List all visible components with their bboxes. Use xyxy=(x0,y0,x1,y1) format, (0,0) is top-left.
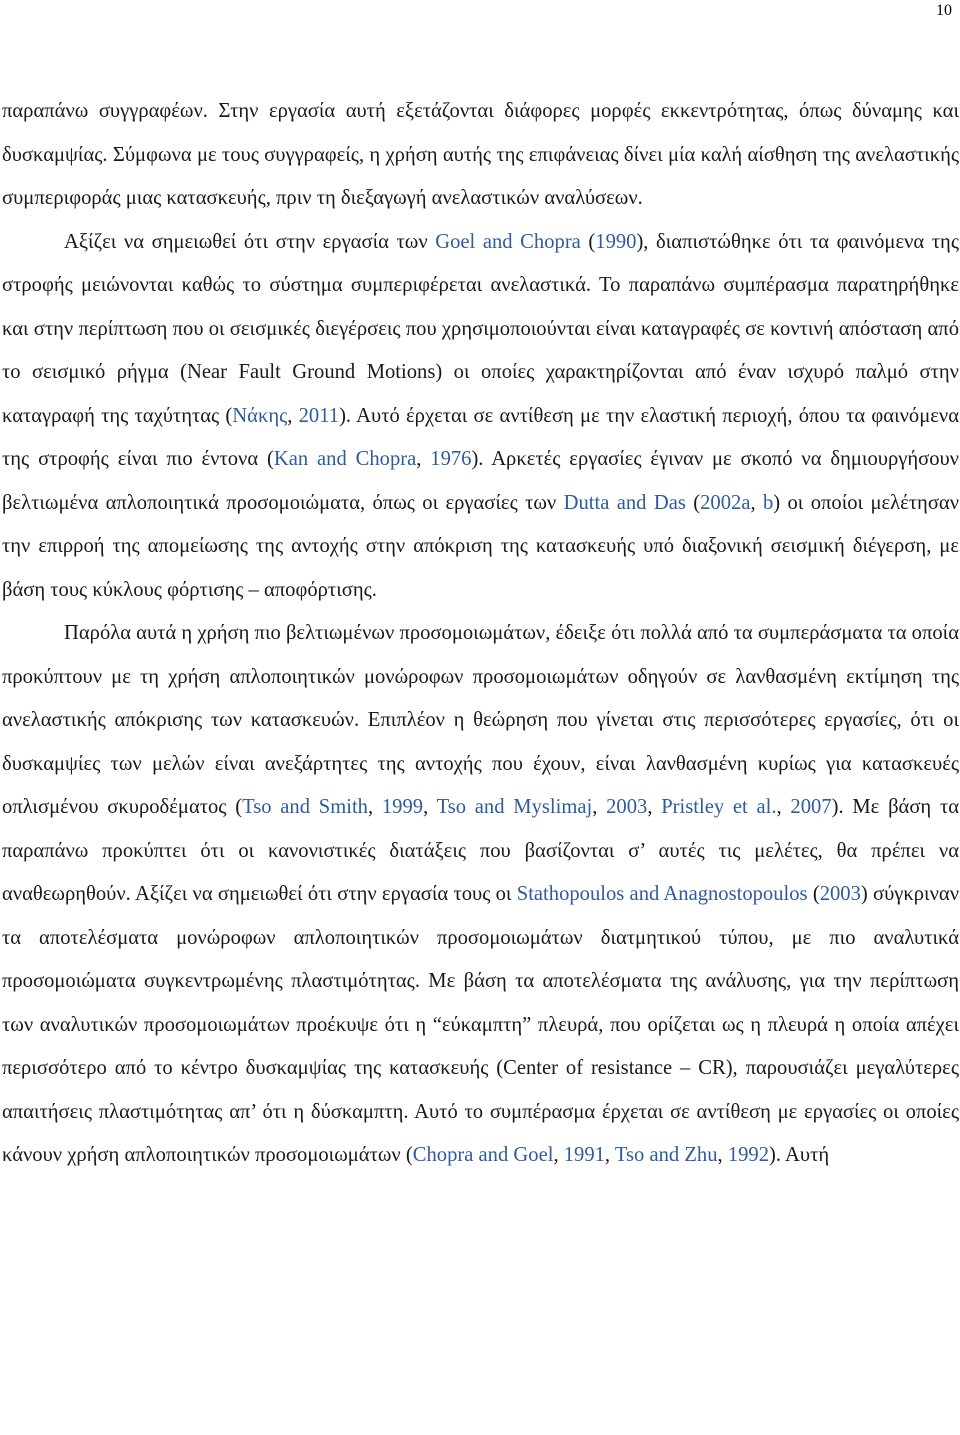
paragraph-text: , xyxy=(287,404,299,427)
citation-link[interactable]: b xyxy=(762,491,774,514)
paragraph-text: , xyxy=(776,796,791,818)
citation-link[interactable]: Νάκης xyxy=(232,404,288,427)
citation-link[interactable]: 1991 xyxy=(563,1144,605,1166)
paragraph-text: παραπάνω συγγραφέων. Στην εργασία αυτή εξετάζονται διάφορες μορφές εκκεντρότητας, όπως δύναμης και δυσκαμψίας. Σύμφωνα με τους συγγραφείς, η χρήση αυτής της επιφάνειας δίνει μία καλή αίσθηση της ανελαστικής συμπεριφοράς μιας κατασκευής, πριν τη διεξαγωγή ανελαστικών αναλύσεων. xyxy=(2,100,959,209)
body-text xyxy=(2,90,959,1178)
citation-link[interactable]: Chopra and Goel xyxy=(412,1144,554,1166)
citation-link[interactable]: 2007 xyxy=(790,796,832,818)
citation-link[interactable]: Tso and Smith xyxy=(242,796,368,818)
paragraph-text: ) σύγκριναν τα αποτελέσματα μονώροφων απλοποιητικών προσομοιωμάτων διατμητικού τύπου, με πιο αναλυτικά προσομοιώματα συγκεντρωμένης πλαστιμότητας. Με βάση τα αποτελέσματα της ανάλυσης, για την περίπτωση των αναλυτικών προσομοιωμάτων προέκυψε ότι η “εύκαμπτη” πλευρά, που ορίζεται ως η πλευρά η οποία απέχει περισσότερο από το κέντρο δυσκαμψίας της κατασκευής (Center of resistance – CR), παρουσιάζει μεγαλύτερες απαιτήσεις πλαστιμότητας απ’ ότι η δύσκαμπτη. Αυτό το συμπέρασμα έρχεται σε αντίθεση με εργασίες οι οποίες κάνουν χρήση απλοποιητικών προσομοιωμάτων ( xyxy=(2,883,960,1166)
paragraph-text: ). Αυτή xyxy=(769,1144,830,1166)
paragraph-text: , xyxy=(592,796,607,818)
citation-link[interactable]: 1990 xyxy=(595,230,637,253)
paragraph-text: , xyxy=(647,796,662,818)
paragraph-2 xyxy=(2,221,959,613)
citation-link[interactable]: Tso and Zhu xyxy=(614,1144,718,1166)
citation-link[interactable]: Tso and Myslimaj xyxy=(436,796,593,818)
paragraph-text: , xyxy=(750,491,763,514)
paragraph-text: ( xyxy=(685,491,701,514)
paragraph-text: ), διαπιστώθηκε ότι τα φαινόμενα της στροφής μειώνονται καθώς το σύστημα συμπεριφέρεται ανελαστικά. Το παραπάνω συμπέρασμα παρατηρήθηκε και στην περίπτωση που οι σεισμικές διεγέρσεις που χρησιμοποιούνται είναι καταγραφές σε κοντινή απόσταση από το σεισμικό ρήγμα (Near Fault Ground Motions) οι οποίες χαρακτηρίζονται από έναν ισχυρό παλμό στην καταγραφή της ταχύτητας ( xyxy=(2,230,959,427)
paragraph-text: , xyxy=(604,1144,615,1166)
paragraph-text: ). Με βάση τα παραπάνω προκύπτει ότι οι κανονιστικές διατάξεις που βασίζονται σ’ αυτές τις μελέτες, θα πρέπει να αναθεωρηθούν. Αξίζει να σημειωθεί ότι στην εργασία τους οι xyxy=(2,796,960,905)
paragraph-1 xyxy=(2,90,959,221)
citation-link[interactable]: Stathopoulos and Anagnostopoulos xyxy=(516,883,808,905)
citation-link[interactable]: 2011 xyxy=(298,404,340,427)
citation-link[interactable]: 2002a xyxy=(700,491,751,514)
citation-link[interactable]: 1992 xyxy=(727,1144,770,1166)
paragraph-text: ( xyxy=(580,230,596,253)
paragraph-text: ). Αρκετές εργασίες έγιναν με σκοπό να δημιουργήσουν βελτιωμένα απλοποιητικά προσομοιώματα, όπως οι εργασίες των xyxy=(2,448,959,514)
paragraph-text: , xyxy=(416,448,431,470)
citation-link[interactable]: 1976 xyxy=(430,448,472,470)
paragraph-text: , xyxy=(553,1144,564,1166)
paragraph-text: Αξίζει να σημειωθεί ότι στην εργασία των xyxy=(64,230,436,253)
citation-link[interactable]: Goel and Chopra xyxy=(435,230,581,253)
citation-link[interactable]: Dutta and Das xyxy=(563,491,686,514)
paragraph-text: , xyxy=(717,1144,728,1166)
citation-link[interactable]: 1999 xyxy=(381,796,424,818)
paragraph-text: , xyxy=(423,796,437,818)
paragraph-text: ( xyxy=(807,883,820,905)
citation-link[interactable]: Kan and Chopra xyxy=(273,448,417,470)
citation-link[interactable]: 2003 xyxy=(819,883,861,905)
citation-link[interactable]: Pristley et al. xyxy=(661,796,777,818)
page-number: 10 xyxy=(936,2,952,19)
citation-link[interactable]: 2003 xyxy=(606,796,648,818)
paragraph-text: ) οι οποίοι μελέτησαν την επιρροή της απομείωσης της αντοχής στην απόκριση της κατασκευής υπό διαξονική σεισμική διέγερση, με βάση τους κύκλους φόρτισης – αποφόρτισης. xyxy=(2,491,960,601)
paragraph-text: Παρόλα αυτά η χρήση πιο βελτιωμένων προσομοιωμάτων, έδειξε ότι πολλά από τα συμπεράσματα τα οποία προκύπτουν με τη χρήση απλοποιητικών μονώροφων προσομοιωμάτων οδηγούν σε λανθασμένη εκτίμηση της ανελαστικής απόκρισης των κατασκευών. Επιπλέον η θεώρηση που γίνεται στις περισσότερες εργασίες, ότι οι δυσκαμψίες των μελών είναι ανεξάρτητες της αντοχής που έχουν, είναι λανθασμένη κυρίως για κατασκευές οπλισμένου σκυροδέματος ( xyxy=(2,622,959,818)
paragraph-text: , xyxy=(367,796,382,818)
paragraph-3 xyxy=(2,612,959,1178)
paragraph-text: ). Αυτό έρχεται σε αντίθεση με την ελαστική περιοχή, όπου τα φαινόμενα της στροφής είναι πιο έντονα ( xyxy=(2,404,960,470)
